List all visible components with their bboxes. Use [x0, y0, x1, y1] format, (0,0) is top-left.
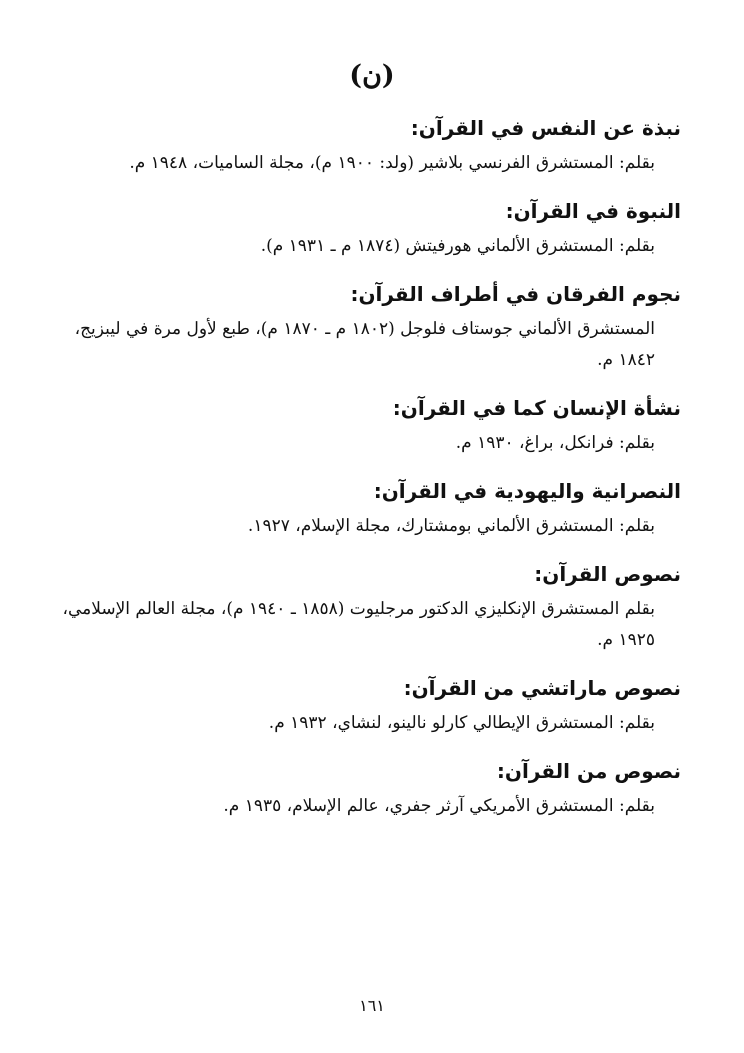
- entry-description: بقلم: المستشرق الإيطالي كارلو نالينو، لنشاي، ١٩٣٢ م.: [268, 713, 655, 733]
- entry-description: المستشرق الألماني جوستاف فلوجل (١٨٠٢ م ـ ١٨٧٠ م)، طبع لأول مرة في ليبزيج، ١٨٤٢ م.: [74, 319, 655, 370]
- entry-title: نصوص القرآن:: [534, 562, 681, 586]
- entry-description: بقلم المستشرق الإنكليزي الدكتور مرجليوت (١٨٥٨ ـ ١٩٤٠ م)، مجلة العالم الإسلامي، ١٩٢٥ م.: [62, 599, 655, 650]
- bibliography-entry: [61, 191, 681, 262]
- section-letter-heading: (ن): [349, 60, 395, 91]
- entry-title: نشأة الإنسان كما في القرآن:: [392, 396, 681, 420]
- entry-title: نبذة عن النفس في القرآن:: [410, 116, 681, 140]
- entry-description: بقلم: المستشرق الأمريكي آرثر جفري، عالم الإسلام، ١٩٣٥ م.: [223, 796, 655, 816]
- bibliography-entry: [61, 668, 681, 739]
- page-number: ١٦١: [359, 996, 385, 1015]
- entry-title: نصوص من القرآن:: [496, 759, 681, 783]
- entry-description: بقلم: فرانكل، براغ، ١٩٣٠ م.: [455, 433, 655, 453]
- entry-title: النبوة في القرآن:: [505, 199, 681, 223]
- bibliography-entry: [61, 751, 681, 822]
- bibliography-entry: [61, 274, 681, 376]
- entry-description: بقلم: المستشرق الفرنسي بلاشير (ولد: ١٩٠٠ م)، مجلة الساميات، ١٩٤٨ م.: [129, 153, 655, 173]
- bibliography-entry: [61, 554, 681, 656]
- bibliography-list: [61, 108, 681, 834]
- bibliography-entry: [61, 471, 681, 542]
- entry-description: بقلم: المستشرق الألماني بومشتارك، مجلة الإسلام، ١٩٢٧.: [247, 516, 655, 536]
- entry-description: بقلم: المستشرق الألماني هورفيتش (١٨٧٤ م ـ ١٩٣١ م).: [260, 236, 655, 256]
- entry-title: النصرانية واليهودية في القرآن:: [373, 479, 681, 503]
- bibliography-entry: [61, 388, 681, 459]
- entry-title: نصوص ماراتشي من القرآن:: [403, 676, 681, 700]
- bibliography-entry: [61, 108, 681, 179]
- entry-title: نجوم الفرقان في أطراف القرآن:: [350, 282, 681, 306]
